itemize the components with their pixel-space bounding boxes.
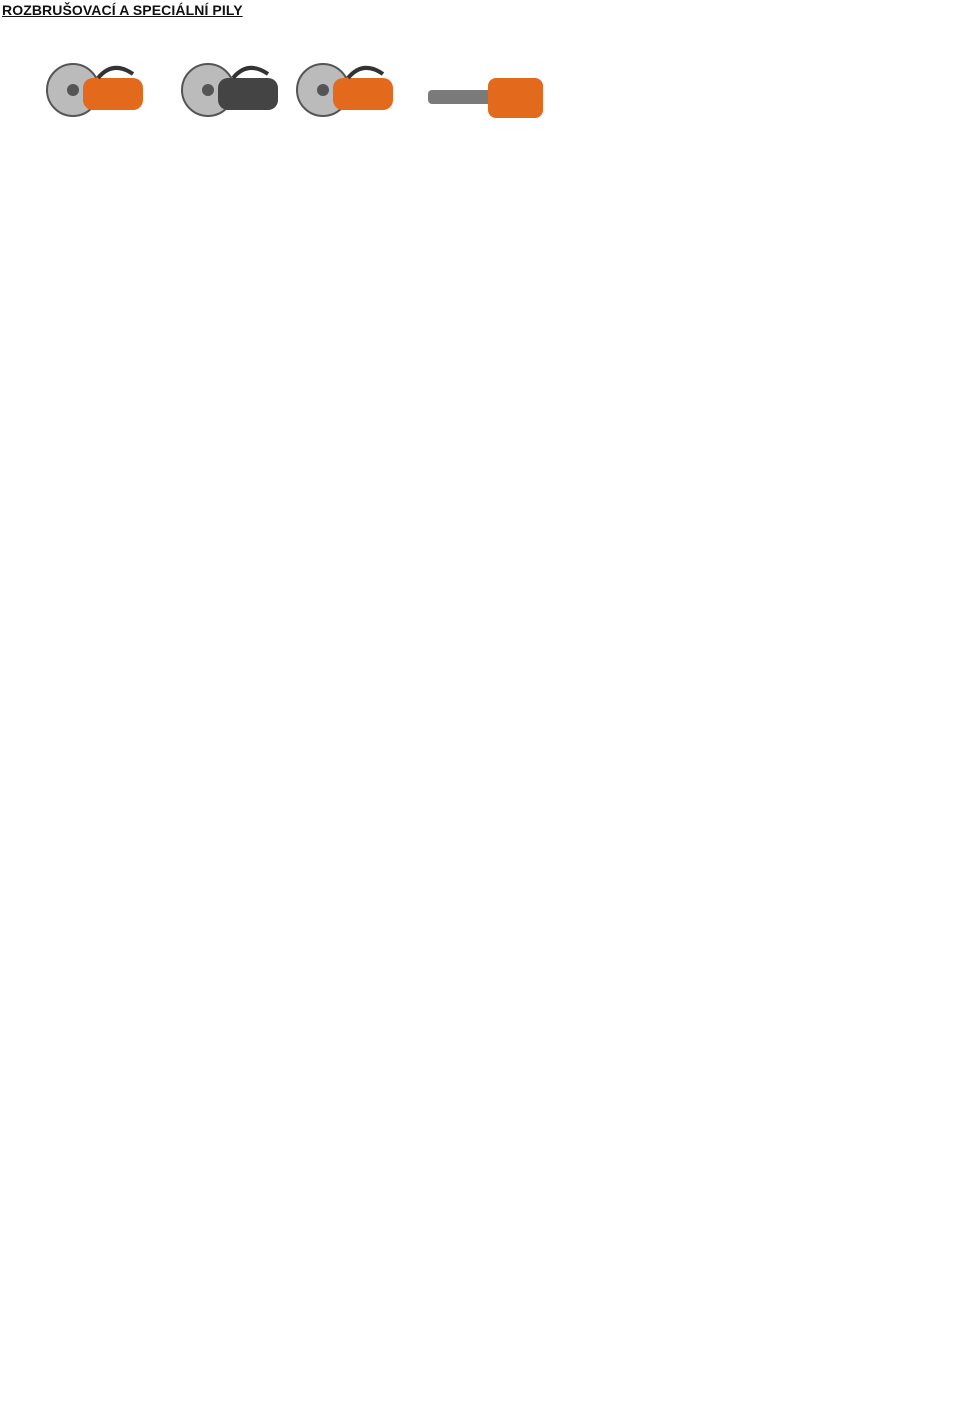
- cutoff-saw-icon: [182, 64, 278, 116]
- cutoff-saw-icon: [297, 64, 393, 116]
- product-images: [3, 20, 543, 120]
- cutoff-saw-icon: [47, 64, 143, 116]
- section-title: ROZBRUŠOVACÍ A SPECIÁLNÍ PILY: [2, 2, 243, 18]
- cutoff-saw-icon: [428, 78, 543, 118]
